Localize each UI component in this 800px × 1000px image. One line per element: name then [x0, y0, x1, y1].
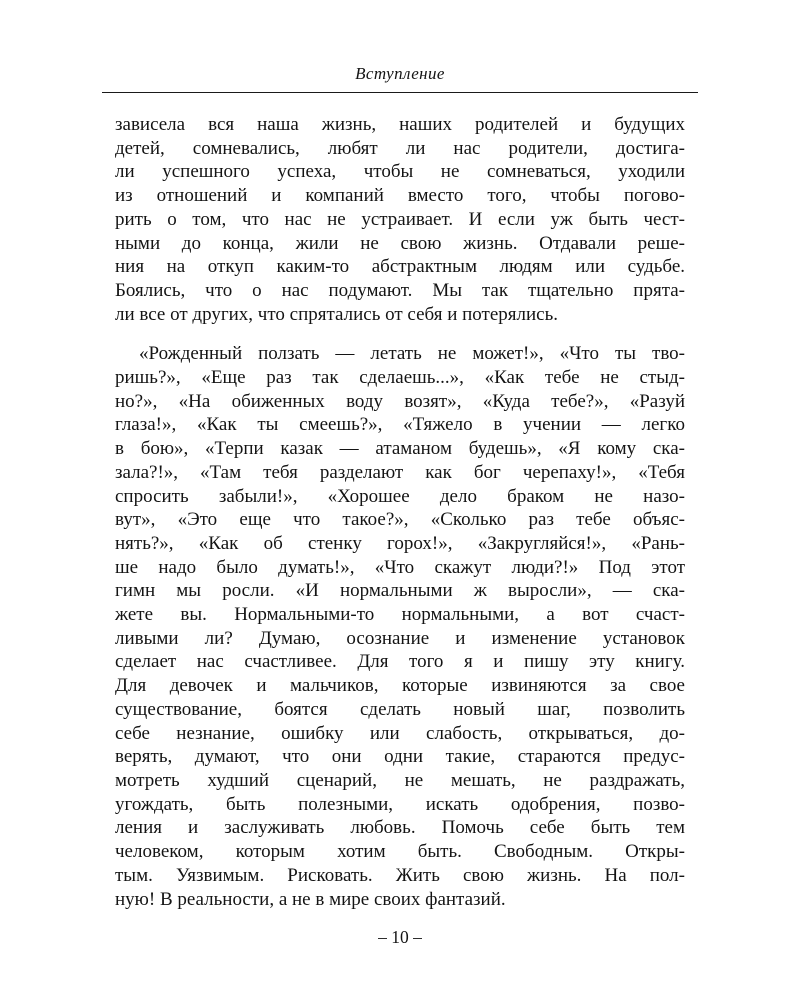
text-line: ли успешного успеха, чтобы не сомневаться, уходили — [115, 161, 685, 183]
text-line: нять?», «Как об стенку горох!», «Закругляйся!», «Рань- — [115, 532, 685, 554]
text-line: угождать, быть полезными, искать одобрения, позво- — [115, 793, 685, 815]
text-line: Для девочек и мальчиков, которые извиняются за свое — [115, 675, 685, 697]
text-line: ливыми ли? Думаю, осознание и изменение установок — [115, 627, 685, 649]
text-line: ли все от других, что спрятались от себя и потерялись. — [115, 303, 559, 325]
text-line: сделает нас счастливее. Для того я и пишу эту книгу. — [115, 651, 685, 673]
text-line: вут», «Это еще что такое?», «Сколько раз тебе объяс- — [115, 509, 685, 531]
text-line: себе незнание, ошибку или слабость, открываться, до- — [115, 722, 685, 744]
text-line: человеком, которым хотим быть. Свободным. Откры- — [115, 841, 685, 863]
text-line: мотреть худший сценарий, не мешать, не раздражать, — [115, 769, 685, 791]
text-line: жете вы. Нормальными-то нормальными, а вот счаст- — [115, 604, 685, 626]
paragraph — [115, 342, 685, 911]
text-line: «Рожденный ползать — летать не может!», «Что ты тво- — [139, 343, 685, 365]
paragraph — [115, 113, 685, 326]
text-line: ше надо было думать!», «Что скажут люди?!» Под этот — [115, 556, 685, 578]
text-line: существование, боятся сделать новый шаг, позволить — [115, 698, 685, 720]
page-header — [102, 64, 698, 93]
text-line: глаза!», «Как ты смеешь?», «Тяжело в учении — легко — [115, 414, 685, 436]
text-line: верять, думают, что они одни такие, стараются предус- — [115, 746, 685, 768]
text-line: в бою», «Терпи казак — атаманом будешь», «Я кому ска- — [115, 438, 685, 460]
text-line: Боялись, что о нас подумают. Мы так тщательно прята- — [115, 279, 685, 301]
text-line: тым. Уязвимым. Рисковать. Жить свою жизнь. На пол- — [115, 864, 685, 886]
text-line: детей, сомневались, любят ли нас родители, достига- — [115, 137, 685, 159]
running-head: Вступление — [355, 64, 445, 83]
text-line: зависела вся наша жизнь, наших родителей и будущих — [115, 114, 685, 135]
page-number: – 10 – — [378, 927, 422, 947]
text-line: ления и заслуживать любовь. Помочь себе быть тем — [115, 817, 685, 839]
text-line: но?», «На обиженных воду возят», «Куда тебе?», «Разуй — [115, 390, 685, 412]
text-line: рить о том, что нас не устраивает. И если уж быть чест- — [115, 208, 685, 230]
text-line: ными до конца, жили не свою жизнь. Отдавали реше- — [115, 232, 685, 254]
text-line: гимн мы росли. «И нормальными ж выросли», — ска- — [115, 580, 685, 602]
header-rule — [102, 92, 698, 93]
text-line: из отношений и компаний вместо того, чтобы погово- — [115, 185, 685, 207]
text-line: спросить забыли!», «Хорошее дело браком не назо- — [115, 485, 685, 507]
text-line: ную! В реальности, а не в мире своих фантазий. — [115, 888, 506, 910]
text-line: зала?!», «Там тебя разделают как бог черепаху!», «Тебя — [115, 461, 685, 483]
text-line: ния на откуп каким-то абстрактным людям или судьбе. — [115, 256, 685, 278]
text-line: ришь?», «Еще раз так сделаешь...», «Как тебе не стыд- — [115, 367, 685, 389]
body-text — [115, 113, 685, 911]
